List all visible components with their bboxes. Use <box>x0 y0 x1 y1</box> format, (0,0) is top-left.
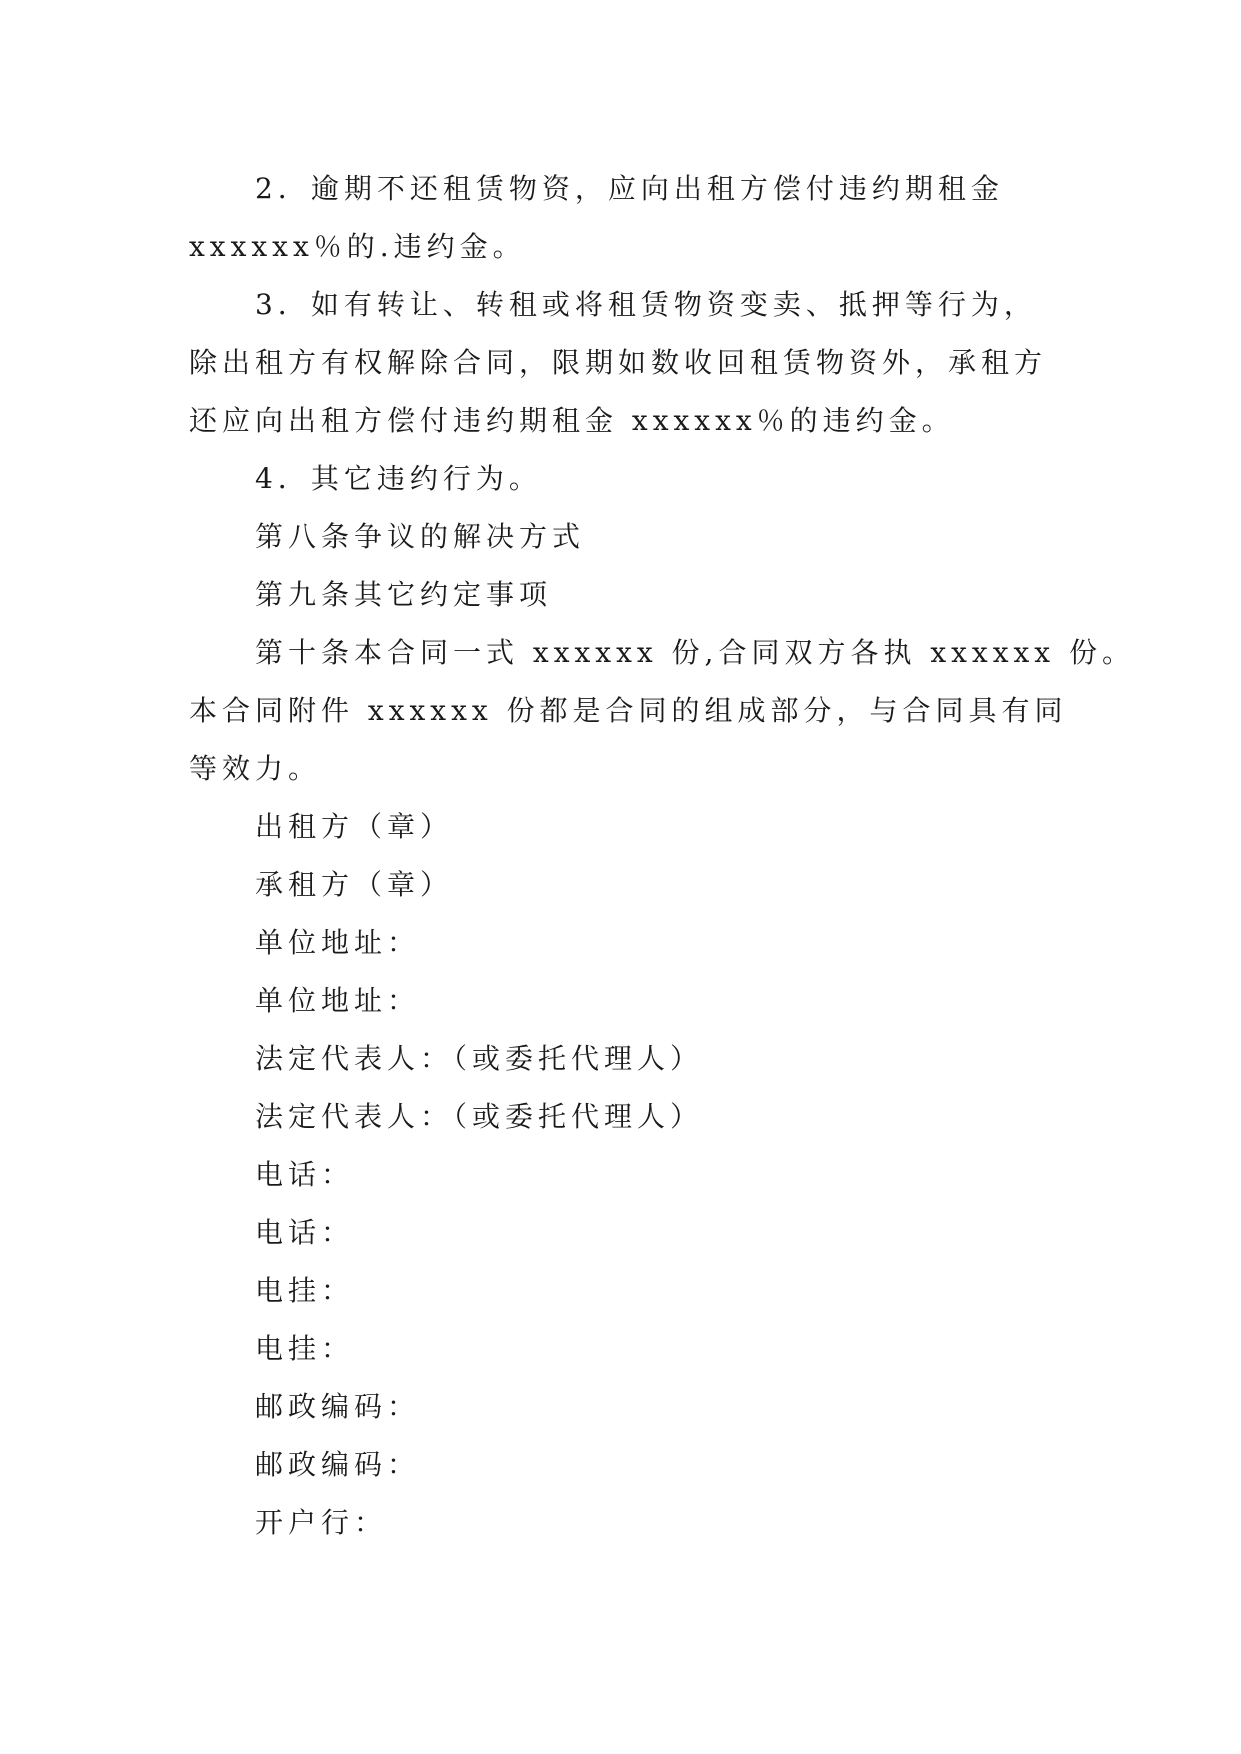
lessee-postcode-label: 邮政编码： <box>255 1448 421 1481</box>
lessee-phone-label: 电话： <box>255 1216 355 1249</box>
article-10-line-3: 等效力。 <box>189 752 322 785</box>
lessor-seal-label: 出租方（章） <box>255 810 454 843</box>
lessor-address-label: 单位地址： <box>255 926 421 959</box>
clause-transfer-line-2: 除出租方有权解除合同，限期如数收回租赁物资外，承租方 <box>189 346 1048 379</box>
clause-overdue-line-2: xxxxxx％的.违约金。 <box>189 230 526 263</box>
lessor-postcode-label: 邮政编码： <box>255 1390 421 1423</box>
lessor-representative-label: 法定代表人：（或委托代理人） <box>255 1042 704 1075</box>
lessee-address-label: 单位地址： <box>255 984 421 1017</box>
bank-label: 开户行： <box>255 1506 388 1539</box>
clause-overdue-line-1: 2．逾期不还租赁物资，应向出租方偿付违约期租金 <box>255 172 1004 205</box>
article-8-heading: 第八条争议的解决方式 <box>255 520 586 553</box>
lessee-representative-label: 法定代表人：（或委托代理人） <box>255 1100 704 1133</box>
document-body <box>189 160 1135 1552</box>
article-10-line-2: 本合同附件 xxxxxx 份都是合同的组成部分，与合同具有同 <box>189 694 1068 727</box>
clause-other-breach: 4．其它违约行为。 <box>255 462 542 495</box>
article-10-line-1: 第十条本合同一式 xxxxxx 份,合同双方各执 xxxxxx 份。 <box>255 636 1135 669</box>
lessor-cable-label: 电挂： <box>255 1274 355 1307</box>
article-9-heading: 第九条其它约定事项 <box>255 578 553 611</box>
lessee-cable-label: 电挂： <box>255 1332 355 1365</box>
clause-transfer-line-1: 3．如有转让、转租或将租赁物资变卖、抵押等行为， <box>255 288 1037 321</box>
clause-transfer-line-3: 还应向出租方偿付违约期租金 xxxxxx％的违约金。 <box>189 404 955 437</box>
lessor-phone-label: 电话： <box>255 1158 355 1191</box>
lessee-seal-label: 承租方（章） <box>255 868 454 901</box>
